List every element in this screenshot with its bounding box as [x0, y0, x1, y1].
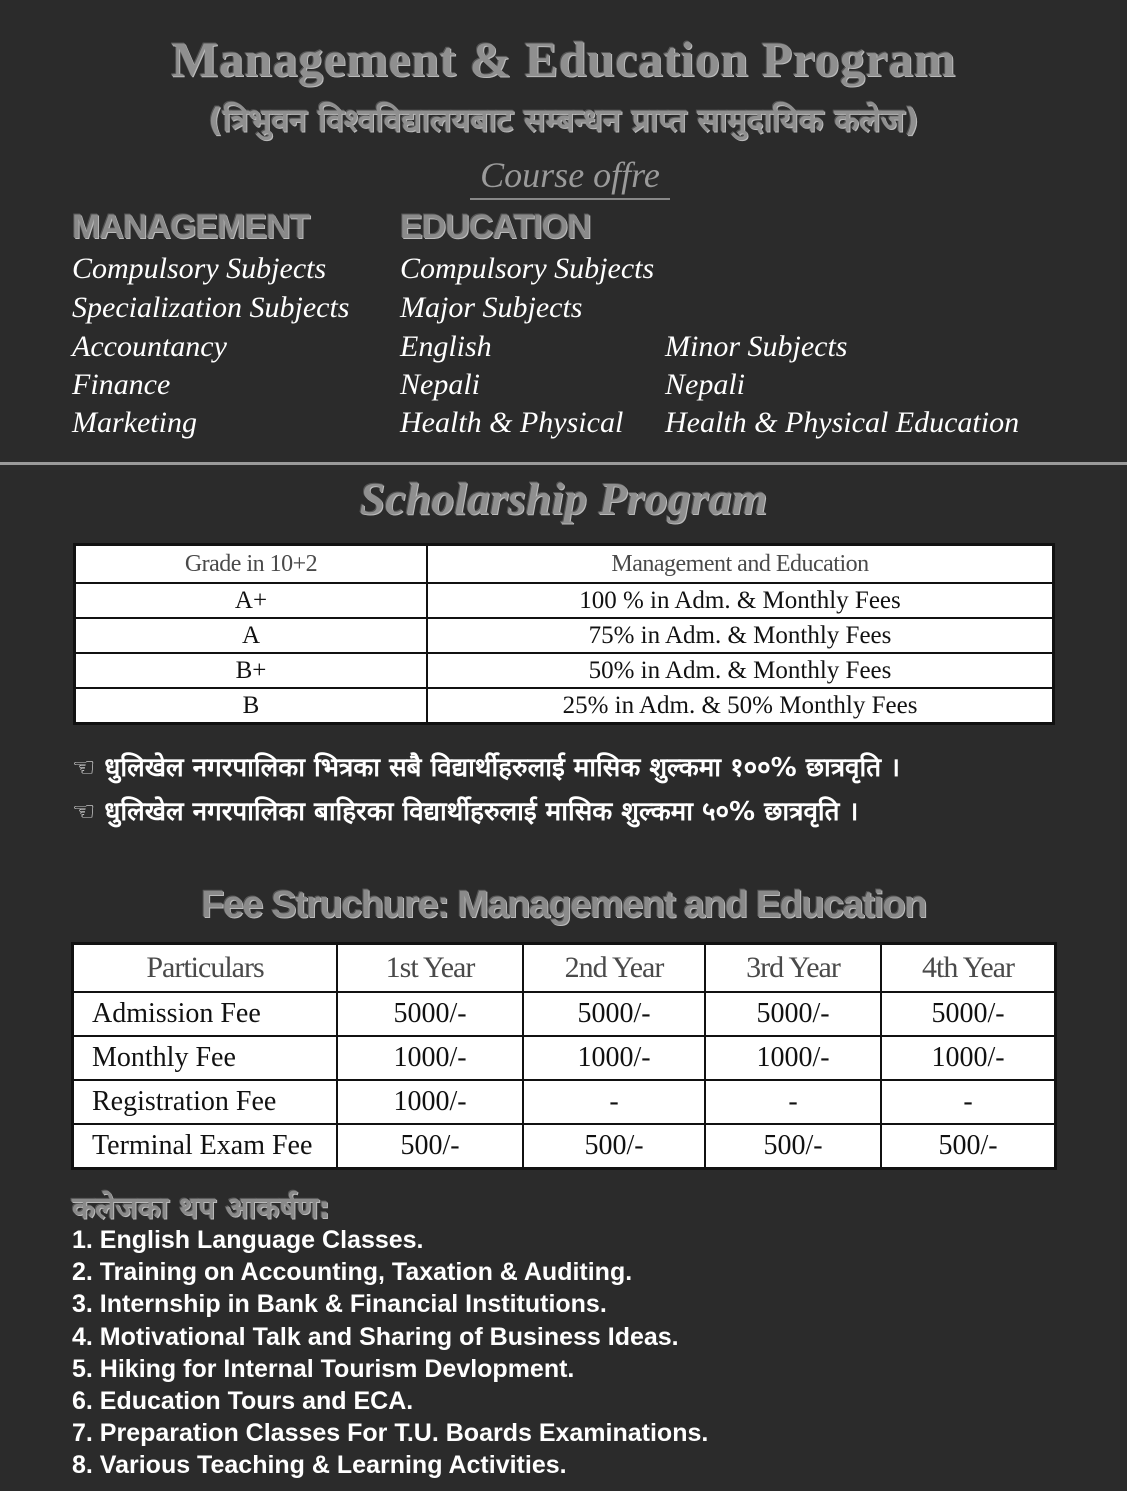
fee-cell: 5000/-	[705, 992, 881, 1036]
table-row	[75, 688, 1054, 724]
fee-cell: 1000/-	[705, 1036, 881, 1080]
table-row	[73, 1036, 1056, 1080]
list-item: 6. Education Tours and ECA.	[72, 1386, 414, 1415]
scholarship-note: ☜ धुलिखेल नगरपालिका भित्रका सबै विद्यार्थीहरुलाई मासिक शुल्कमा १००% छात्रवृति ।	[72, 753, 900, 783]
section-divider	[0, 462, 1127, 465]
column-header: 2nd Year	[523, 944, 705, 993]
list-item: 7. Preparation Classes For T.U. Boards Examinations.	[72, 1419, 709, 1448]
management-subject: Compulsory Subjects	[72, 252, 327, 285]
list-item: 1. English Language Classes.	[72, 1226, 424, 1254]
grade-cell: A+	[75, 583, 428, 618]
education-subject: Nepali	[400, 368, 480, 401]
education-subject: Major Subjects	[400, 291, 583, 324]
education-subject: Compulsory Subjects	[400, 252, 655, 285]
table-row	[73, 1124, 1056, 1169]
scholarship-note: ☜ धुलिखेल नगरपालिका बाहिरका विद्यार्थीहरुलाई मासिक शुल्कमा ५०% छात्रवृति ।	[72, 797, 859, 827]
fee-cell: -	[881, 1080, 1056, 1124]
table-row	[73, 992, 1056, 1036]
fee-particular: Monthly Fee	[73, 1036, 338, 1080]
education-subject: English	[400, 330, 492, 363]
attractions-list	[72, 1224, 708, 1482]
management-subject: Marketing	[72, 406, 197, 439]
list-item: 2. Training on Accounting, Taxation & Auditing.	[72, 1258, 633, 1287]
fee-cell: 1000/-	[337, 1080, 523, 1124]
fee-particular: Admission Fee	[73, 992, 338, 1036]
management-subject: Accountancy	[72, 330, 227, 363]
minor-subject: Health & Physical Education	[665, 406, 1020, 439]
table-header-row	[73, 944, 1056, 993]
grade-cell: B	[75, 688, 428, 724]
attractions-heading: कलेजका थप आकर्षण:	[72, 1191, 331, 1226]
scholarship-cell: 25% in Adm. & 50% Monthly Fees	[427, 688, 1054, 724]
fee-table	[71, 942, 1057, 1170]
scholarship-table	[73, 543, 1055, 725]
table-header-row	[75, 545, 1054, 584]
fee-cell: 500/-	[881, 1124, 1056, 1169]
column-header: 1st Year	[337, 944, 523, 993]
minor-subject: Minor Subjects	[665, 330, 848, 363]
fee-cell: 500/-	[523, 1124, 705, 1169]
page-title: Management & Education Program	[171, 31, 956, 87]
table-row	[73, 1080, 1056, 1124]
fee-cell: 5000/-	[523, 992, 705, 1036]
table-row	[75, 583, 1054, 618]
fee-cell: 5000/-	[881, 992, 1056, 1036]
fee-particular: Registration Fee	[73, 1080, 338, 1124]
grade-cell: B+	[75, 653, 428, 688]
college-affiliation-subtitle: (त्रिभुवन विश्वविद्यालयबाट सम्बन्धन प्राप्त सामुदायिक कलेज)	[208, 101, 919, 139]
management-subject: Finance	[72, 368, 171, 401]
scholarship-cell: 100 % in Adm. & Monthly Fees	[427, 583, 1054, 618]
list-item: 8. Various Teaching & Learning Activities.	[72, 1451, 567, 1480]
management-subject: Specialization Subjects	[72, 291, 350, 324]
column-header: 3rd Year	[705, 944, 881, 993]
list-item: 5. Hiking for Internal Tourism Devlopment.	[72, 1354, 575, 1383]
column-header: Particulars	[73, 944, 338, 993]
list-item: 3. Internship in Bank & Financial Institutions.	[72, 1290, 607, 1319]
table-row	[75, 618, 1054, 653]
list-item: 4. Motivational Talk and Sharing of Business Ideas.	[72, 1322, 679, 1351]
course-offered-heading: Course offre	[470, 154, 670, 200]
education-heading: EDUCATION	[400, 208, 591, 246]
column-header: Grade in 10+2	[75, 545, 428, 584]
fee-structure-title: Fee Struchure: Management and Education	[201, 884, 926, 926]
column-header: 4th Year	[881, 944, 1056, 993]
grade-cell: A	[75, 618, 428, 653]
scholarship-title: Scholarship Program	[359, 473, 768, 524]
fee-cell: 500/-	[705, 1124, 881, 1169]
scholarship-cell: 75% in Adm. & Monthly Fees	[427, 618, 1054, 653]
scholarship-cell: 50% in Adm. & Monthly Fees	[427, 653, 1054, 688]
fee-cell: -	[523, 1080, 705, 1124]
table-row	[75, 653, 1054, 688]
education-subject: Health & Physical	[400, 406, 624, 439]
fee-cell: 5000/-	[337, 992, 523, 1036]
fee-cell: -	[705, 1080, 881, 1124]
management-heading: MANAGEMENT	[72, 208, 310, 246]
minor-subject: Nepali	[665, 368, 745, 401]
fee-particular: Terminal Exam Fee	[73, 1124, 338, 1169]
fee-cell: 1000/-	[881, 1036, 1056, 1080]
column-header: Management and Education	[427, 545, 1054, 584]
fee-cell: 1000/-	[337, 1036, 523, 1080]
fee-cell: 1000/-	[523, 1036, 705, 1080]
fee-cell: 500/-	[337, 1124, 523, 1169]
